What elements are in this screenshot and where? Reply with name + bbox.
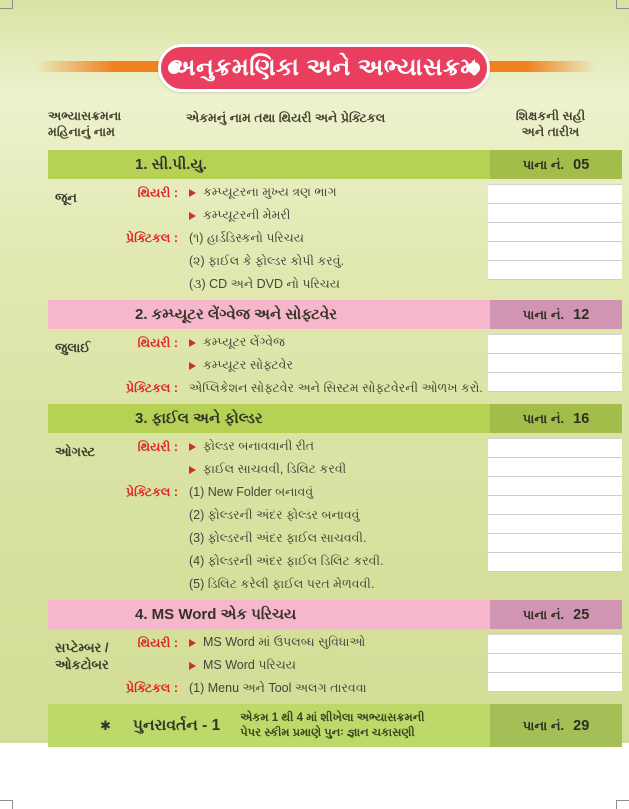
signature-line bbox=[488, 373, 622, 392]
page-number-label: પાના નં. bbox=[522, 306, 565, 322]
signature-line bbox=[488, 635, 622, 654]
row-content bbox=[189, 335, 285, 350]
chapter-banner bbox=[48, 404, 622, 433]
row-label: પ્રેક્ટિકલ : bbox=[126, 485, 178, 499]
signature-line bbox=[488, 354, 622, 373]
month-label-line: સપ્ટેમ્બર / bbox=[55, 640, 109, 655]
page-number-value: 12 bbox=[573, 306, 590, 323]
signature-line bbox=[488, 335, 622, 354]
signature-line bbox=[488, 458, 622, 477]
page-number-value: 16 bbox=[573, 410, 590, 427]
row-content bbox=[189, 681, 367, 696]
signature-line bbox=[488, 204, 622, 223]
page-number-value: 25 bbox=[573, 606, 590, 623]
topic-text: MS Word માં ઉપલબ્ધ સુવિધાઓ bbox=[203, 635, 366, 649]
row-label: પ્રેક્ટિકલ : bbox=[126, 381, 178, 395]
column-header-month-line2: મહિનાનું નામ bbox=[48, 125, 115, 139]
arrow-bullet-icon bbox=[189, 212, 196, 220]
signature-line bbox=[488, 242, 622, 261]
chapter-banner bbox=[48, 600, 622, 629]
row-content bbox=[189, 208, 290, 223]
crop-mark-bottom-right bbox=[616, 800, 629, 809]
topic-text: એપ્લિકેશન સોફ્ટવેર અને સિસ્ટમ સોફ્ટવેરની ઓળખ કરો. bbox=[189, 381, 483, 395]
arrow-bullet-icon bbox=[189, 362, 196, 370]
row-content bbox=[189, 658, 296, 673]
signature-lines bbox=[488, 634, 622, 692]
revision-banner bbox=[48, 704, 622, 747]
arrow-bullet-icon bbox=[189, 443, 196, 451]
month-label-line: જૂન bbox=[55, 190, 77, 205]
column-header-signature-line2: અને તારીખ bbox=[521, 125, 580, 139]
topic-text: (૨) ફાઈલ કે ફોલ્ડર કોપી કરવું. bbox=[189, 254, 345, 268]
topic-text: (4) ફોલ્ડરની અંદર ફાઈલ ડિલિટ કરવી. bbox=[189, 554, 384, 568]
signature-line bbox=[488, 515, 622, 534]
page-number-block bbox=[490, 404, 622, 433]
signature-line bbox=[488, 553, 622, 572]
column-header-month-line1: અભ્યાસક્રમના bbox=[48, 109, 122, 123]
chapter-section bbox=[0, 150, 629, 300]
arrow-bullet-icon bbox=[189, 466, 196, 474]
row-content bbox=[189, 185, 337, 200]
row-label: થિયરી : bbox=[137, 185, 178, 200]
chapter-body bbox=[0, 329, 629, 404]
row-content bbox=[189, 439, 314, 454]
revision-description-line1: એકમ 1 થી 4 માં શીખેલા અભ્યાસક્રમની bbox=[240, 711, 425, 724]
revision-description-line2: પેપર સ્કીમ પ્રમાણે પુનઃ જ્ઞાન ચકાસણી bbox=[240, 726, 415, 739]
chapter-section bbox=[0, 600, 629, 704]
page-number-label: પાના નં. bbox=[522, 606, 565, 622]
row-label: થિયરી : bbox=[137, 335, 178, 350]
column-header-unit: એકમનું નામ તથા થિયરી અને પ્રેક્ટિકલ bbox=[186, 111, 386, 125]
signature-lines bbox=[488, 334, 622, 392]
title-capsule bbox=[158, 44, 490, 92]
topic-text: (5) ડિલિટ કરેલી ફાઈલ પરત મેળવવી. bbox=[189, 577, 375, 591]
page-number-block bbox=[490, 150, 622, 179]
row-label: પ્રેક્ટિકલ : bbox=[126, 231, 178, 245]
arrow-bullet-icon bbox=[189, 189, 196, 197]
chapter-title: 1. સી.પી.યુ. bbox=[135, 156, 207, 173]
topic-text: કમ્પ્યૂટરની મેમરી bbox=[203, 208, 291, 222]
signature-line bbox=[488, 673, 622, 692]
row-content bbox=[189, 508, 359, 523]
ring-icon bbox=[168, 62, 180, 74]
month-label-line: ઓગસ્ટ bbox=[55, 444, 96, 459]
page-number-label: પાના નં. bbox=[522, 717, 565, 733]
month-label bbox=[55, 189, 133, 206]
topic-row bbox=[0, 577, 629, 600]
column-header-signature-line1: શિક્ષકની સહી bbox=[515, 109, 586, 123]
revision-description bbox=[240, 711, 424, 741]
page-number-label: પાના નં. bbox=[522, 410, 565, 426]
topic-text: કમ્પ્યૂટરના મુખ્ય ત્રણ ભાગ bbox=[203, 185, 337, 199]
month-label bbox=[55, 639, 133, 673]
topic-text: કમ્પ્યૂટર લેંગ્વેજ bbox=[203, 335, 285, 349]
row-content bbox=[189, 531, 366, 546]
signature-lines bbox=[488, 184, 622, 280]
chapter-section bbox=[0, 404, 629, 600]
page-number-block bbox=[490, 300, 622, 329]
row-content bbox=[189, 577, 374, 592]
topic-row bbox=[0, 277, 629, 300]
title-banner bbox=[0, 0, 629, 100]
ring-icon bbox=[468, 62, 480, 74]
month-label bbox=[55, 443, 133, 460]
column-header-month bbox=[48, 108, 148, 140]
chapter-banner bbox=[48, 150, 622, 179]
topic-text: MS Word પરિચય bbox=[203, 658, 296, 672]
signature-line bbox=[488, 261, 622, 280]
signature-line bbox=[488, 439, 622, 458]
row-content bbox=[189, 485, 313, 500]
page-number-block bbox=[490, 704, 622, 747]
chapter-body bbox=[0, 629, 629, 704]
row-content bbox=[189, 358, 293, 373]
signature-line bbox=[488, 185, 622, 204]
asterisk-icon: ✱ bbox=[100, 717, 111, 733]
topic-text: (૧) હાર્ડડિસ્કનો પરિચય bbox=[189, 231, 304, 245]
sections-list bbox=[0, 150, 629, 747]
row-content bbox=[189, 554, 384, 569]
chapter-section bbox=[0, 300, 629, 404]
signature-lines bbox=[488, 438, 622, 572]
row-content bbox=[189, 462, 346, 477]
arrow-bullet-icon bbox=[189, 639, 196, 647]
month-label bbox=[55, 339, 133, 356]
row-content bbox=[189, 635, 365, 650]
revision-title: પુનરાવર્તન - 1 bbox=[132, 716, 221, 734]
topic-text: (૩) CD અને DVD નો પરિચય bbox=[189, 277, 341, 291]
month-label-line: ઓકટોબર bbox=[55, 657, 109, 672]
page-number-block bbox=[490, 600, 622, 629]
month-label-line: જુલાઈ bbox=[55, 340, 91, 355]
topic-text: (1) New Folder બનાવવું bbox=[189, 485, 314, 499]
row-content bbox=[189, 254, 344, 269]
topic-text: ફાઈલ સાચવવી, ડિલિટ કરવી bbox=[203, 462, 347, 476]
arrow-bullet-icon bbox=[189, 339, 196, 347]
row-content bbox=[189, 381, 483, 396]
topic-text: (1) Menu અને Tool અલગ તારવવા bbox=[189, 681, 367, 695]
signature-line bbox=[488, 496, 622, 515]
topic-text: (3) ફોલ્ડરની અંદર ફાઈલ સાચવવી. bbox=[189, 531, 367, 545]
chapter-body bbox=[0, 433, 629, 600]
page-number-label: પાના નં. bbox=[522, 156, 565, 172]
topic-text: (2) ફોલ્ડરની અંદર ફોલ્ડર બનાવવું bbox=[189, 508, 360, 522]
chapter-title: 3. ફાઈલ અને ફોલ્ડર bbox=[135, 410, 263, 427]
row-content bbox=[189, 277, 340, 292]
row-content bbox=[189, 231, 304, 246]
signature-line bbox=[488, 654, 622, 673]
topic-text: કમ્પ્યૂટર સોફ્ટવેર bbox=[203, 358, 293, 372]
page-number-value: 05 bbox=[573, 156, 590, 173]
crop-mark-bottom-left bbox=[0, 800, 13, 809]
row-label: થિયરી : bbox=[137, 635, 178, 650]
chapter-title: 4. MS Word એક પરિચય bbox=[135, 606, 297, 623]
signature-line bbox=[488, 534, 622, 553]
revision-left bbox=[48, 704, 490, 747]
arrow-bullet-icon bbox=[189, 662, 196, 670]
row-label: પ્રેક્ટિકલ : bbox=[126, 681, 178, 695]
signature-line bbox=[488, 223, 622, 242]
row-label: થિયરી : bbox=[137, 439, 178, 454]
column-header-signature bbox=[498, 108, 603, 140]
signature-line bbox=[488, 477, 622, 496]
topic-text: ફોલ્ડર બનાવવાની રીત bbox=[203, 439, 315, 453]
page-number-value: 29 bbox=[573, 717, 590, 734]
chapter-body bbox=[0, 179, 629, 300]
chapter-title: 2. કમ્પ્યૂટર લેંગ્વેજ અને સોફ્ટવેર bbox=[135, 306, 337, 323]
page-title: અનુક્રમણિકા અને અભ્યાસક્રમ bbox=[170, 54, 478, 81]
chapter-banner bbox=[48, 300, 622, 329]
